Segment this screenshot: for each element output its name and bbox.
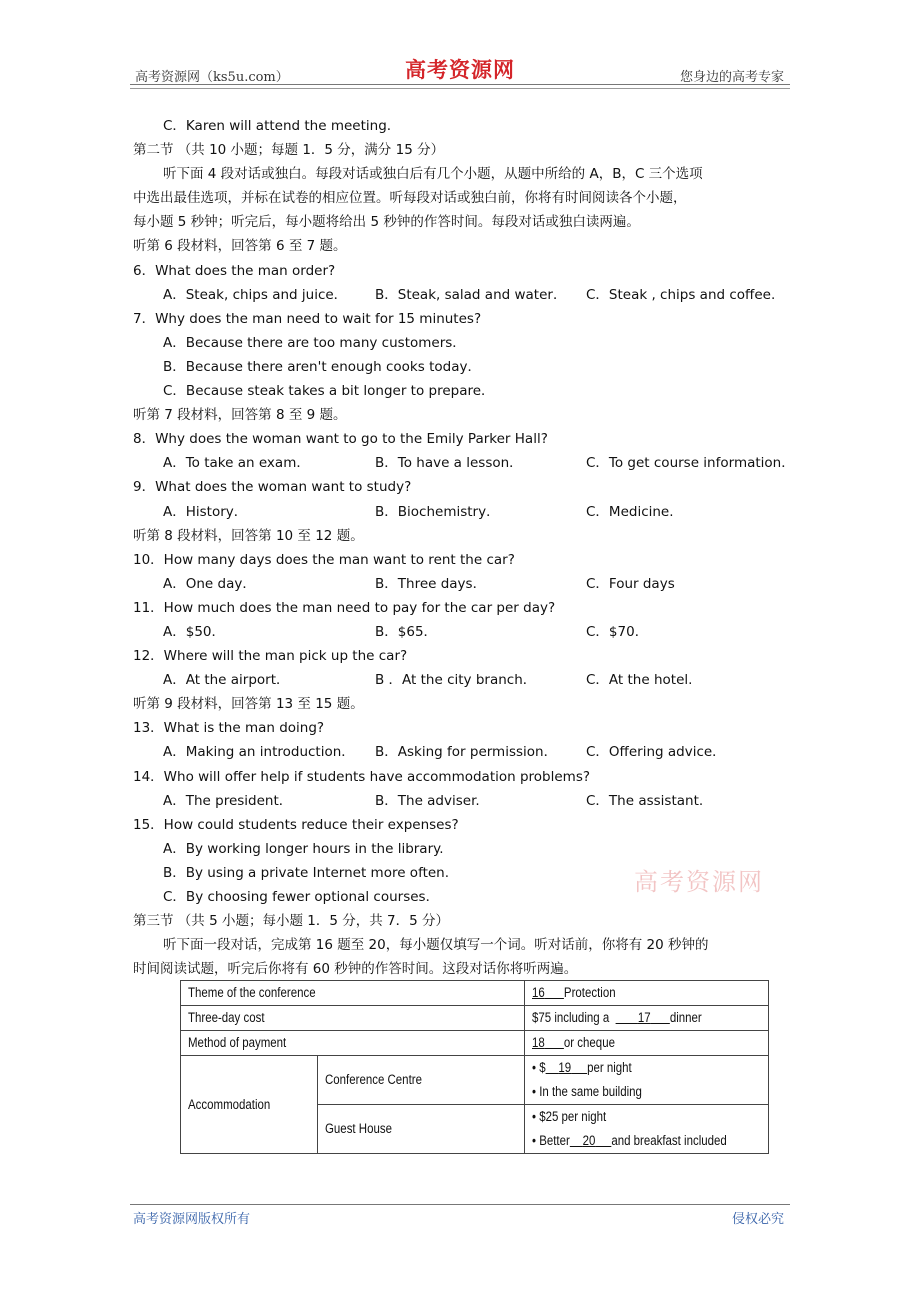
answer-option: A．History． [163,503,248,520]
answer-option: C．$70． [586,623,649,640]
blank-19: 19 [558,1060,571,1075]
answer-option: B．$65． [375,623,438,640]
text-line: 6．What does the man order? [133,262,336,279]
options-row [133,451,793,475]
text-line: 中选出最佳选项，并标在试卷的相应位置。听每段对话或独白前，你将有时间阅读各个小题， [133,190,687,207]
answer-option: C．Medicine. [586,503,674,520]
options-row [133,668,793,692]
table-cell: Three-day cost [181,1006,525,1031]
table-cell: $75 including a 17 dinner [524,1006,768,1031]
blank-18: 18 [531,1035,545,1050]
table-cell: Conference Centre [318,1056,524,1105]
footer-rights: 侵权必究 [731,1212,784,1227]
text-line: 听第 7 段材料，回答第 8 至 9 题。 [133,407,347,424]
answer-option: A．One day． [163,575,256,592]
answer-option: C．Four days [586,575,675,592]
answer-option: A．To take an exam． [163,455,310,472]
text-line: 11．How much does the man need to pay for the car per day? [133,599,556,616]
text-line: 10．How many days does the man want to rent the car? [133,551,515,568]
answer-option: B．Biochemistry． [375,503,500,520]
answer-option: A．Making an introduction． [163,744,355,761]
footer-copyright: 高考资源网版权所有 [133,1212,251,1227]
text-line: 14．Who will offer help if students have accommodation problems? [133,768,591,785]
text-line: 听第 6 段材料，回答第 6 至 7 题。 [133,238,347,255]
table-cell: • $ 19 per night • In the same building [524,1056,768,1105]
footer-divider [130,1204,790,1205]
text-line: C．By choosing fewer optional courses． [163,889,440,905]
table-cell: Theme of the conference [181,981,525,1006]
text-line: 时间阅读试题，听完后你将有 60 秒钟的作答时间。这段对话你将听两遍。 [133,961,578,978]
text-line: 听下面一段对话，完成第 16 题至 20，每小题仅填写一个词。听对话前，你将有 20 秒钟的 [163,937,709,954]
exam-body [133,114,793,981]
options-row [133,740,793,764]
answer-option: C．The assistant. [586,792,704,809]
answer-option: A．$50． [163,623,226,640]
answer-option: C．To get course information． [586,455,795,472]
text-line: 第三节 （共 5 小题；每小题 1．5 分，共 7．5 分） [133,913,449,930]
text-line: 听下面 4 段对话或独白。每段对话或独白后有几个小题，从题中所给的 A，B，C 三个选项 [163,166,703,183]
answer-table [180,980,769,1154]
answer-option: A．At the airport． [163,672,290,689]
site-logo: 高考资源网 [405,57,515,82]
text-line: 8．Why does the woman want to go to the Emily Parker Hall? [133,431,548,448]
text-line: 15．How could students reduce their expenses? [133,816,459,833]
text-line: 第二节 （共 10 小题；每题 1．5 分，满分 15 分） [133,142,445,159]
answer-option: C．Offering advice． [586,744,726,761]
text-line: B．By using a private Internet more often. [163,864,450,881]
blank-20: 20 [582,1133,596,1148]
text-line: 7．Why does the man need to wait for 15 minutes? [133,310,482,327]
table-cell: 16 Protection [524,981,768,1006]
table-cell: 18 or cheque [524,1031,768,1056]
header-site-name: 高考资源网（ks5u.com） [135,70,289,85]
text-line: 每小题 5 秒钟；听完后，每小题将给出 5 秒钟的作答时间。每段对话或独白读两遍。 [133,214,640,231]
answer-option: B．To have a lesson． [375,455,523,472]
answer-option: A．The president． [163,792,293,809]
answer-option: B．The adviser. [375,792,480,809]
options-row [133,789,793,813]
answer-option: B ．At the city branch． [375,672,537,689]
text-line: 9．What does the woman want to study? [133,479,412,496]
text-line: A．Because there are too many customers． [163,334,466,351]
text-line: A．By working longer hours in the library. [163,840,444,857]
text-line: B．Because there aren't enough cooks today． [163,358,481,375]
text-line: 听第 9 段材料，回答第 13 至 15 题。 [133,696,364,713]
text-line: 12．Where will the man pick up the car? [133,648,408,665]
blank-16: 16 [531,985,545,1000]
header-slogan: 您身边的高考专家 [679,70,784,85]
answer-option: C．At the hotel. [586,672,693,689]
answer-option: B．Three days． [375,575,487,592]
text-line: 13．What is the man doing? [133,720,325,737]
header-divider [130,84,790,89]
options-row [133,572,793,596]
answer-option: A．Steak, chips and juice． [163,286,348,303]
text-line: C．Because steak takes a bit longer to prepare． [163,383,495,400]
table-cell: Accommodation [181,1056,318,1154]
text-line: C．Karen will attend the meeting. [163,118,392,134]
answer-option: B．Steak, salad and water． [375,286,567,303]
table-cell: • $25 per night • Better 20 and breakfast included [524,1105,768,1154]
text-line: 听第 8 段材料，回答第 10 至 12 题。 [133,527,364,544]
table-cell: Guest House [318,1105,524,1154]
blank-17: 17 [637,1010,651,1025]
options-row [133,283,793,307]
options-row [133,500,793,524]
answer-option: C．Steak , chips and coffee. [586,286,776,303]
answer-option: B．Asking for permission． [375,744,558,761]
watermark: 高考资源网 [634,868,764,896]
options-row [133,620,793,644]
table-cell: Method of payment [181,1031,525,1056]
